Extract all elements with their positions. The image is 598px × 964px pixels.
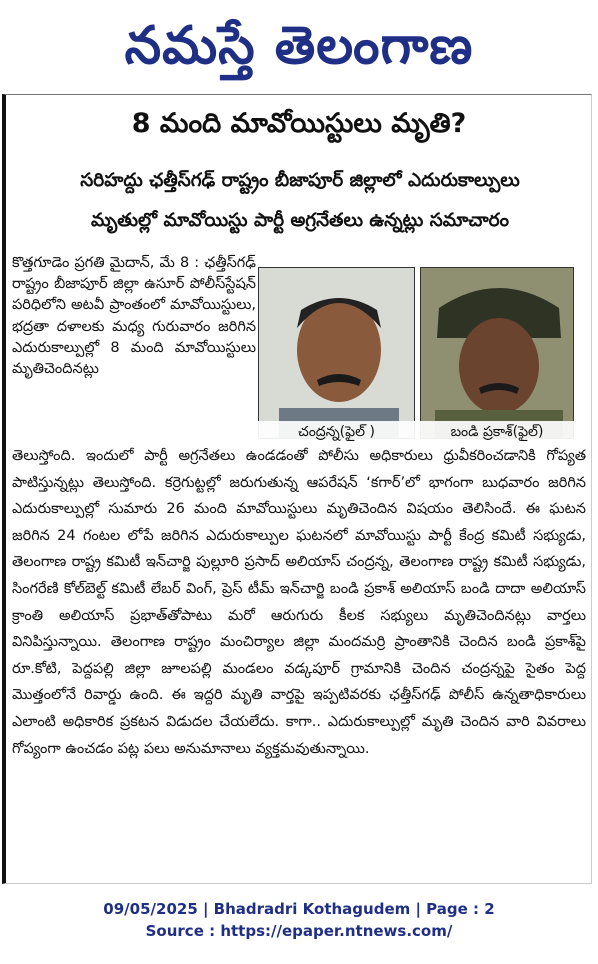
lead-paragraph: కొత్తగూడెం ప్రగతి మైదాన్, మే 8 : ఛత్తీస్‌గఢ్ రాష్ట్రం బీజాపూర్ జిల్లా ఉసూర్ పోలీస్‌స్టేషన్ పరిధిలోని అటవీ ప్రాంతంలో మావోయిస్టులు, భద్రతా దళాలకు మధ్య గురువారం జరిగిన ఎదురుకాల్పుల్లో 8 మంది మావోయిస్టులు మృతిచెందినట్లు <box>12 255 256 378</box>
photo-bandi-prakash <box>420 267 574 439</box>
portrait-image <box>259 268 415 439</box>
footer <box>0 898 598 942</box>
headline: 8 మంది మావోయిస్టులు మృతి? <box>131 108 467 139</box>
photo-caption-bandi-prakash: బండి ప్రకాశ్(ఫైల్) <box>420 421 574 443</box>
news-clipping <box>2 94 592 884</box>
newspaper-logo: నమస్తే తెలంగాణ <box>124 16 474 76</box>
article-body: తెలుస్తోంది. ఇందులో పార్టీ అగ్రనేతలు ఉండడంతో పోలీసు అధికారులు ధ్రువీకరించడానికి గోప్యత పాటిస్తున్నట్లు తెలుస్తోంది. కర్రెగుట్టల్లో జరుగుతున్న ఆపరేషన్ ‘కగార్’లో భాగంగా బుధవారం జరిగిన ఎదురుకాల్పుల్లో సుమారు 26 మంది మావోయిస్టులు మృతిచెందిన విషయం తెలిసిందే. ఈ ఘటన జరిగిన 24 గంటల లోపే జరిగిన ఎదురుకాల్పుల ఘటనలో మావోయిస్టు పార్టీ కేంద్ర కమిటీ సభ్యుడు, తెలంగాణ రాష్ట్ర కమిటీ ఇన్‌చార్జి పుల్లూరి ప్రసాద్ అలియాస్ చంద్రన్న, తెలంగాణ రాష్ట్ర కమిటీ సభ్యుడు, సింగరేణి కోల్‌బెల్ట్ కమిటీ లేబర్ వింగ్, ప్రెస్ టీమ్ ఇన్‌చార్జి బండి ప్రకాశ్ అలియాస్ బండి దాదా అలియాస్ క్రాంతి అలియాస్ ప్రభాత్‌తోపాటు మరో ఆరుగురు కీలక సభ్యులు మృతిచెందినట్లు వార్తలు వినిపిస్తున్నాయి. తెలంగాణ రాష్ట్రం మంచిర్యాల జిల్లా మందమర్రి ప్రాంతానికి చెందిన బండి ప్రకాశ్‌పై రూ.కోటి, పెద్దపల్లి జిల్లా జూలపల్లి మండలం వడ్కపూర్ గ్రామానికి చెందిన చంద్రన్నపై సైతం పెద్ద మొత్తంలోనే రివార్డు ఉంది. ఈ ఇద్దరి మృతి వార్తపై ఇప్పటివరకు ఛత్తీస్‌గఢ్ పోలీస్ ఉన్నతాధికారులు ఎలాంటి అధికారిక ప్రకటన విడుదల చేయలేదు. కాగా.. ఎదురుకాల్పుల్లో మృతి చెందిన వారి వివరాలు గోప్యంగా ఉంచడం పట్ల పలు అనుమానాలు వ్యక్తమవుతున్నాయి. <box>12 448 586 757</box>
masthead <box>0 0 598 92</box>
source-link[interactable]: Source : https://epaper.ntnews.com/ <box>145 922 453 940</box>
portrait-image <box>421 268 574 439</box>
edition-info: 09/05/2025 | Bhadradri Kothagudem | Page : 2 <box>103 900 495 918</box>
photo-chandranna <box>258 267 415 439</box>
photo-caption-chandranna: చంద్రన్న(ఫైల్ ) <box>258 421 415 443</box>
subheadline-line-2: మృతుల్లో మావోయిస్టు పార్టీ అగ్రనేతలు ఉన్నట్లు సమాచారం <box>90 210 510 231</box>
subheadline <box>20 161 580 241</box>
subheadline-line-1: సరిహద్దు ఛత్తీస్‌గఢ్ రాష్ట్రం బీజాపూర్ జిల్లాలో ఎదురుకాల్పులు <box>80 170 520 191</box>
